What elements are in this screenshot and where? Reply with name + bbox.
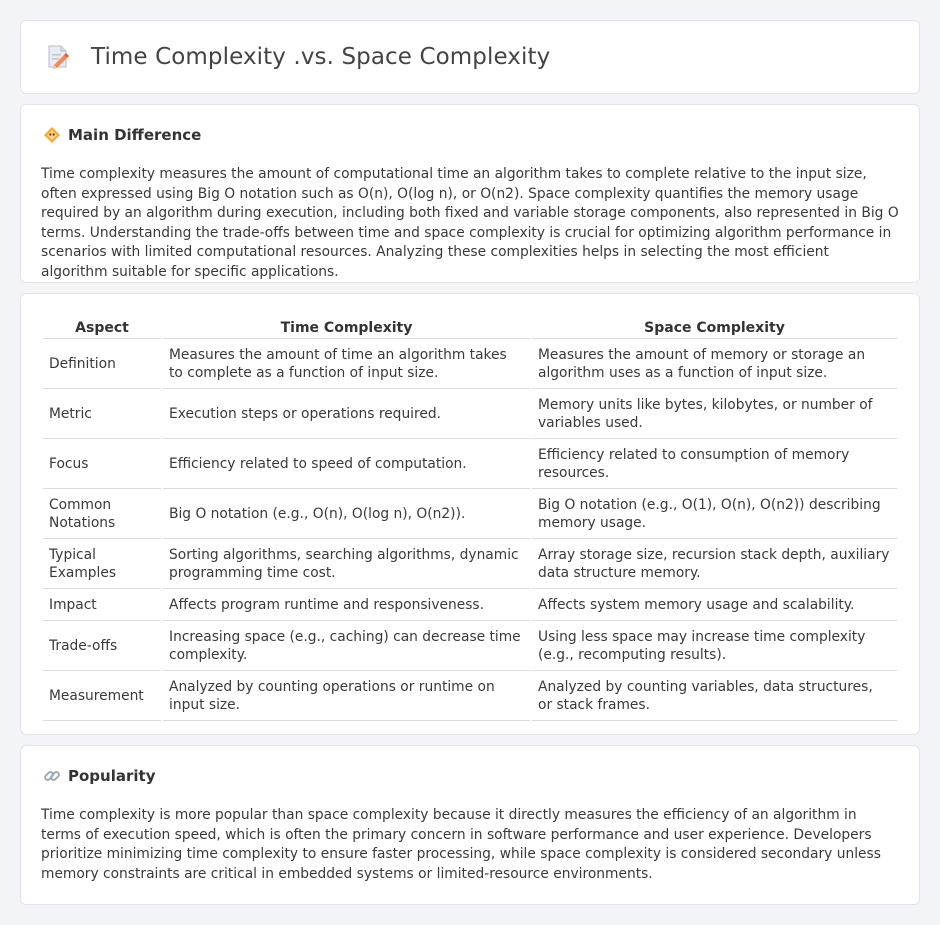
cell-aspect: Impact <box>43 589 161 621</box>
page-title: Time Complexity .vs. Space Complexity <box>91 44 551 70</box>
popularity-text: Time complexity is more popular than space complexity because it directly measures the efficiency of an algorithm in terms of execution speed, which is often the primary concern in software performance and user experience. Developers prioritize minimizing time complexity to ensure faster processing, while space complexity is considered secondary unless memory constraints are critical in embedded systems or limited-resource environments. <box>41 807 881 882</box>
cell-space: Big O notation (e.g., O(1), O(n), O(n2)) describing memory usage. <box>532 489 897 539</box>
table-row <box>43 339 897 389</box>
table-row <box>43 439 897 489</box>
cell-time: Affects program runtime and responsiveness. <box>163 589 530 621</box>
main-difference-title: Main Difference <box>68 126 202 144</box>
cell-time: Measures the amount of time an algorithm takes to complete as a function of input size. <box>163 339 530 389</box>
table-row <box>43 489 897 539</box>
title-row <box>45 43 550 71</box>
cell-aspect: Measurement <box>43 671 161 721</box>
popularity-heading <box>43 767 155 785</box>
header-time-complexity: Time Complexity <box>163 315 530 339</box>
table-row <box>43 589 897 621</box>
cell-space: Measures the amount of memory or storage an algorithm uses as a function of input size. <box>532 339 897 389</box>
cell-time: Sorting algorithms, searching algorithms, dynamic programming time cost. <box>163 539 530 589</box>
table-row <box>43 389 897 439</box>
comparison-table <box>41 315 899 721</box>
table-row <box>43 621 897 671</box>
cell-space: Analyzed by counting variables, data structures, or stack frames. <box>532 671 897 721</box>
header-card <box>20 20 920 94</box>
cell-aspect: Common Notations <box>43 489 161 539</box>
comparison-card <box>20 293 920 735</box>
header-aspect: Aspect <box>43 315 161 339</box>
table-row <box>43 671 897 721</box>
cell-time: Big O notation (e.g., O(n), O(log n), O(n2)). <box>163 489 530 539</box>
document-pencil-icon <box>45 43 71 71</box>
diamond-badge-icon <box>43 126 61 144</box>
table-header-row <box>43 315 897 339</box>
cell-aspect: Definition <box>43 339 161 389</box>
header-space-complexity: Space Complexity <box>532 315 897 339</box>
cell-aspect: Focus <box>43 439 161 489</box>
main-difference-card <box>20 104 920 283</box>
popularity-card <box>20 745 920 905</box>
cell-aspect: Typical Examples <box>43 539 161 589</box>
main-difference-text: Time complexity measures the amount of computational time an algorithm takes to complete relative to the input size, often expressed using Big O notation such as O(n), O(log n), or O(n2). Space complexity quantifies the memory usage required by an algorithm during execution, including both fixed and variable storage components, also represented in Big O terms. Understanding the trade-offs between time and space complexity is crucial for optimizing algorithm performance in scenarios with limited computational resources. Analyzing these complexities helps in selecting the most efficient algorithm suitable for specific applications. <box>41 166 899 280</box>
cell-space: Array storage size, recursion stack depth, auxiliary data structure memory. <box>532 539 897 589</box>
cell-time: Efficiency related to speed of computation. <box>163 439 530 489</box>
cell-space: Using less space may increase time complexity (e.g., recomputing results). <box>532 621 897 671</box>
cell-aspect: Trade-offs <box>43 621 161 671</box>
cell-time: Analyzed by counting operations or runtime on input size. <box>163 671 530 721</box>
main-difference-heading <box>43 126 201 144</box>
popularity-title: Popularity <box>68 767 156 785</box>
cell-time: Execution steps or operations required. <box>163 389 530 439</box>
cell-space: Memory units like bytes, kilobytes, or number of variables used. <box>532 389 897 439</box>
cell-space: Efficiency related to consumption of memory resources. <box>532 439 897 489</box>
cell-space: Affects system memory usage and scalability. <box>532 589 897 621</box>
cell-time: Increasing space (e.g., caching) can decrease time complexity. <box>163 621 530 671</box>
cell-aspect: Metric <box>43 389 161 439</box>
link-icon <box>43 767 61 785</box>
table-row <box>43 539 897 589</box>
